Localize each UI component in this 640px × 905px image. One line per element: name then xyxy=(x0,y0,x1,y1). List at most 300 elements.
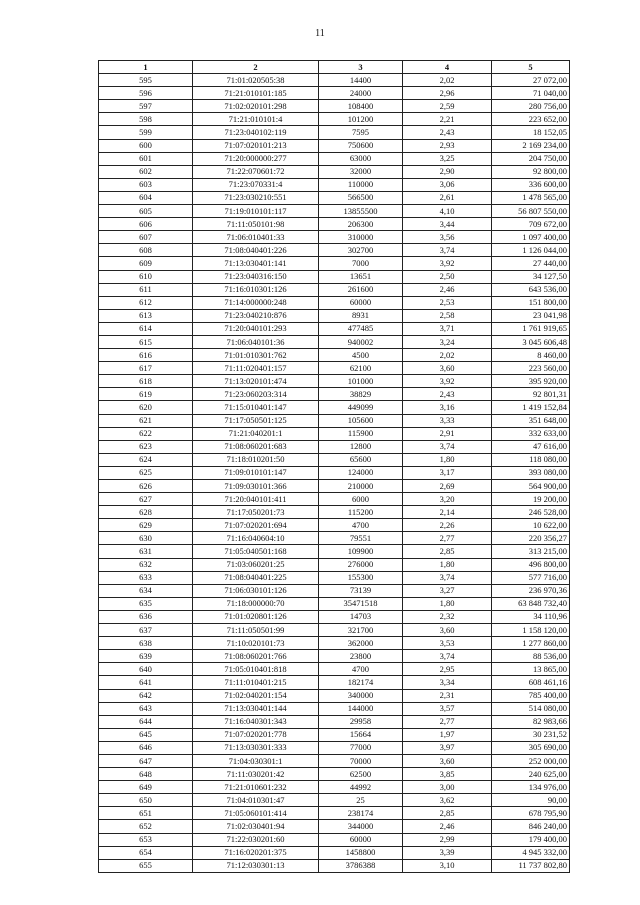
cell-col-4: 3,74 xyxy=(403,244,492,257)
cell-col-1: 617 xyxy=(99,362,193,375)
cell-col-1: 651 xyxy=(99,807,193,820)
cell-col-5: 608 461,16 xyxy=(492,676,570,689)
table-row xyxy=(99,480,570,493)
cell-col-4: 3,20 xyxy=(403,493,492,506)
table-row xyxy=(99,728,570,741)
table-row xyxy=(99,270,570,283)
cell-col-2: 71:23:030210:551 xyxy=(193,191,319,204)
table-header xyxy=(99,61,570,74)
cell-col-5: 63 848 732,40 xyxy=(492,597,570,610)
cell-col-3: 44992 xyxy=(319,781,403,794)
cell-col-5: 332 633,00 xyxy=(492,427,570,440)
table-row xyxy=(99,283,570,296)
cell-col-2: 71:11:050101:98 xyxy=(193,218,319,231)
table-row xyxy=(99,506,570,519)
cell-col-2: 71:06:010401:33 xyxy=(193,231,319,244)
table-row xyxy=(99,296,570,309)
cell-col-5: 11 737 802,80 xyxy=(492,859,570,872)
cell-col-2: 71:13:030401:141 xyxy=(193,257,319,270)
table-row xyxy=(99,257,570,270)
cell-col-1: 628 xyxy=(99,506,193,519)
cell-col-2: 71:02:030401:94 xyxy=(193,820,319,833)
cell-col-3: 25 xyxy=(319,794,403,807)
cell-col-5: 1 761 919,65 xyxy=(492,322,570,335)
cell-col-2: 71:20:040101:411 xyxy=(193,493,319,506)
cell-col-2: 71:05:060101:414 xyxy=(193,807,319,820)
cell-col-3: 115200 xyxy=(319,506,403,519)
cell-col-4: 1,80 xyxy=(403,558,492,571)
cell-col-3: 261600 xyxy=(319,283,403,296)
cell-col-2: 71:18:000000:70 xyxy=(193,597,319,610)
cell-col-4: 3,97 xyxy=(403,741,492,754)
cell-col-3: 15664 xyxy=(319,728,403,741)
cell-col-4: 3,57 xyxy=(403,702,492,715)
cell-col-1: 608 xyxy=(99,244,193,257)
cell-col-2: 71:05:010401:818 xyxy=(193,663,319,676)
cell-col-3: 750600 xyxy=(319,139,403,152)
cell-col-2: 71:11:050501:99 xyxy=(193,624,319,637)
cell-col-3: 32000 xyxy=(319,165,403,178)
cell-col-5: 18 152,05 xyxy=(492,126,570,139)
cell-col-5: 336 600,00 xyxy=(492,178,570,191)
cell-col-4: 3,17 xyxy=(403,466,492,479)
table-row xyxy=(99,87,570,100)
cell-col-5: 236 970,36 xyxy=(492,584,570,597)
cell-col-2: 71:17:050201:73 xyxy=(193,506,319,519)
table-row xyxy=(99,191,570,204)
cell-col-5: 27 072,00 xyxy=(492,74,570,87)
cell-col-3: 38829 xyxy=(319,388,403,401)
cell-col-2: 71:07:020201:694 xyxy=(193,519,319,532)
cell-col-3: 210000 xyxy=(319,480,403,493)
table-row xyxy=(99,846,570,859)
cell-col-3: 302700 xyxy=(319,244,403,257)
column-header-5: 5 xyxy=(492,61,570,74)
table-row xyxy=(99,231,570,244)
table-row xyxy=(99,178,570,191)
table-row xyxy=(99,349,570,362)
cell-col-4: 3,16 xyxy=(403,401,492,414)
table-row xyxy=(99,702,570,715)
cell-col-2: 71:01:020801:126 xyxy=(193,610,319,623)
cell-col-5: 1 478 565,00 xyxy=(492,191,570,204)
cell-col-2: 71:08:040401:225 xyxy=(193,571,319,584)
cell-col-5: 4 945 332,00 xyxy=(492,846,570,859)
cell-col-5: 280 756,00 xyxy=(492,100,570,113)
table-row xyxy=(99,466,570,479)
cell-col-1: 627 xyxy=(99,493,193,506)
cell-col-3: 14400 xyxy=(319,74,403,87)
cell-col-3: 310000 xyxy=(319,231,403,244)
cell-col-3: 238174 xyxy=(319,807,403,820)
cell-col-3: 24000 xyxy=(319,87,403,100)
cell-col-5: 846 240,00 xyxy=(492,820,570,833)
cell-col-5: 223 560,00 xyxy=(492,362,570,375)
cell-col-3: 29958 xyxy=(319,715,403,728)
cell-col-1: 625 xyxy=(99,466,193,479)
cell-col-1: 647 xyxy=(99,754,193,767)
cell-col-1: 596 xyxy=(99,87,193,100)
cell-col-2: 71:06:030101:126 xyxy=(193,584,319,597)
table-row xyxy=(99,754,570,767)
cell-col-5: 643 536,00 xyxy=(492,283,570,296)
cell-col-4: 3,92 xyxy=(403,257,492,270)
cell-col-3: 35471518 xyxy=(319,597,403,610)
cell-col-1: 648 xyxy=(99,768,193,781)
cell-col-2: 71:02:040201:154 xyxy=(193,689,319,702)
table-row xyxy=(99,820,570,833)
table-row xyxy=(99,794,570,807)
cell-col-4: 3,25 xyxy=(403,152,492,165)
cell-col-1: 629 xyxy=(99,519,193,532)
cell-col-3: 206300 xyxy=(319,218,403,231)
cell-col-1: 607 xyxy=(99,231,193,244)
cell-col-2: 71:12:030301:13 xyxy=(193,859,319,872)
cell-col-1: 601 xyxy=(99,152,193,165)
cell-col-2: 71:02:020101:298 xyxy=(193,100,319,113)
cell-col-1: 654 xyxy=(99,846,193,859)
cell-col-3: 62500 xyxy=(319,768,403,781)
cell-col-4: 2,85 xyxy=(403,545,492,558)
table-row xyxy=(99,768,570,781)
cell-col-1: 642 xyxy=(99,689,193,702)
cell-col-3: 7000 xyxy=(319,257,403,270)
cell-col-5: 34 127,50 xyxy=(492,270,570,283)
cell-col-3: 109900 xyxy=(319,545,403,558)
cell-col-2: 71:08:060201:766 xyxy=(193,650,319,663)
cell-col-2: 71:09:010101:147 xyxy=(193,466,319,479)
cell-col-5: 34 110,96 xyxy=(492,610,570,623)
cell-col-2: 71:23:040210:876 xyxy=(193,309,319,322)
cell-col-5: 393 080,00 xyxy=(492,466,570,479)
cell-col-2: 71:13:030301:333 xyxy=(193,741,319,754)
table-row xyxy=(99,152,570,165)
cell-col-3: 4700 xyxy=(319,663,403,676)
cell-col-2: 71:11:020401:157 xyxy=(193,362,319,375)
cell-col-2: 71:21:040201:1 xyxy=(193,427,319,440)
cell-col-1: 595 xyxy=(99,74,193,87)
cell-col-5: 92 801,31 xyxy=(492,388,570,401)
cell-col-1: 638 xyxy=(99,637,193,650)
cell-col-4: 1,80 xyxy=(403,597,492,610)
cell-col-3: 124000 xyxy=(319,466,403,479)
cell-col-4: 3,44 xyxy=(403,218,492,231)
cell-col-1: 606 xyxy=(99,218,193,231)
table-row xyxy=(99,335,570,348)
cell-col-4: 2,99 xyxy=(403,833,492,846)
cell-col-2: 71:21:010101:4 xyxy=(193,113,319,126)
table-row xyxy=(99,440,570,453)
cell-col-5: 240 625,00 xyxy=(492,768,570,781)
cell-col-2: 71:04:010301:47 xyxy=(193,794,319,807)
cell-col-1: 649 xyxy=(99,781,193,794)
cell-col-4: 3,53 xyxy=(403,637,492,650)
cell-col-2: 71:11:030201:42 xyxy=(193,768,319,781)
cell-col-4: 2,32 xyxy=(403,610,492,623)
cell-col-1: 603 xyxy=(99,178,193,191)
cell-col-1: 600 xyxy=(99,139,193,152)
cell-col-4: 1,80 xyxy=(403,453,492,466)
cell-col-4: 3,62 xyxy=(403,794,492,807)
cell-col-4: 2,21 xyxy=(403,113,492,126)
cell-col-2: 71:08:040401:226 xyxy=(193,244,319,257)
cell-col-1: 597 xyxy=(99,100,193,113)
cell-col-3: 101000 xyxy=(319,375,403,388)
cell-col-2: 71:16:020201:375 xyxy=(193,846,319,859)
cell-col-5: 10 622,00 xyxy=(492,519,570,532)
table-row xyxy=(99,100,570,113)
cell-col-5: 92 800,00 xyxy=(492,165,570,178)
cell-col-4: 3,56 xyxy=(403,231,492,244)
cell-col-4: 3,27 xyxy=(403,584,492,597)
cell-col-2: 71:15:010401:147 xyxy=(193,401,319,414)
cell-col-5: 151 800,00 xyxy=(492,296,570,309)
cell-col-5: 351 648,00 xyxy=(492,414,570,427)
table-row xyxy=(99,715,570,728)
cell-col-1: 655 xyxy=(99,859,193,872)
cell-col-5: 678 795,90 xyxy=(492,807,570,820)
cell-col-3: 6000 xyxy=(319,493,403,506)
cell-col-1: 632 xyxy=(99,558,193,571)
table-row xyxy=(99,205,570,218)
cell-col-4: 3,34 xyxy=(403,676,492,689)
table-row xyxy=(99,597,570,610)
cell-col-3: 4700 xyxy=(319,519,403,532)
cell-col-4: 3,00 xyxy=(403,781,492,794)
cell-col-2: 71:20:040101:293 xyxy=(193,322,319,335)
cell-col-1: 619 xyxy=(99,388,193,401)
cell-col-5: 118 080,00 xyxy=(492,453,570,466)
cell-col-2: 71:20:000000:277 xyxy=(193,152,319,165)
cell-col-2: 71:16:040604:10 xyxy=(193,532,319,545)
cell-col-4: 2,91 xyxy=(403,427,492,440)
cell-col-4: 3,10 xyxy=(403,859,492,872)
cell-col-4: 2,46 xyxy=(403,283,492,296)
cell-col-4: 3,60 xyxy=(403,754,492,767)
cell-col-4: 3,39 xyxy=(403,846,492,859)
cell-col-3: 73139 xyxy=(319,584,403,597)
cell-col-4: 2,59 xyxy=(403,100,492,113)
table-row xyxy=(99,218,570,231)
cell-col-2: 71:19:010101:117 xyxy=(193,205,319,218)
cell-col-1: 623 xyxy=(99,440,193,453)
cell-col-4: 2,46 xyxy=(403,820,492,833)
cell-col-4: 2,43 xyxy=(403,126,492,139)
cell-col-1: 605 xyxy=(99,205,193,218)
cell-col-2: 71:16:040301:343 xyxy=(193,715,319,728)
cell-col-1: 624 xyxy=(99,453,193,466)
cell-col-2: 71:14:000000:248 xyxy=(193,296,319,309)
cell-col-2: 71:22:070601:72 xyxy=(193,165,319,178)
cell-col-1: 615 xyxy=(99,335,193,348)
cell-col-4: 3,74 xyxy=(403,650,492,663)
cell-col-1: 643 xyxy=(99,702,193,715)
cell-col-4: 2,26 xyxy=(403,519,492,532)
cell-col-3: 449099 xyxy=(319,401,403,414)
cell-col-5: 246 528,00 xyxy=(492,506,570,519)
cell-col-3: 60000 xyxy=(319,833,403,846)
cell-col-3: 105600 xyxy=(319,414,403,427)
cell-col-2: 71:18:010201:50 xyxy=(193,453,319,466)
cell-col-3: 110000 xyxy=(319,178,403,191)
cell-col-4: 3,33 xyxy=(403,414,492,427)
cell-col-1: 637 xyxy=(99,624,193,637)
cell-col-4: 2,77 xyxy=(403,532,492,545)
table-row xyxy=(99,375,570,388)
table-row xyxy=(99,322,570,335)
cell-col-5: 179 400,00 xyxy=(492,833,570,846)
cell-col-5: 577 716,00 xyxy=(492,571,570,584)
cell-col-5: 785 400,00 xyxy=(492,689,570,702)
cell-col-3: 4500 xyxy=(319,349,403,362)
cell-col-3: 63000 xyxy=(319,152,403,165)
table-row xyxy=(99,676,570,689)
cell-col-3: 144000 xyxy=(319,702,403,715)
cell-col-3: 155300 xyxy=(319,571,403,584)
cell-col-5: 1 419 152,84 xyxy=(492,401,570,414)
cell-col-3: 60000 xyxy=(319,296,403,309)
table-row xyxy=(99,859,570,872)
cell-col-4: 2,14 xyxy=(403,506,492,519)
cell-col-1: 621 xyxy=(99,414,193,427)
cell-col-1: 631 xyxy=(99,545,193,558)
cell-col-1: 620 xyxy=(99,401,193,414)
cell-col-3: 3786388 xyxy=(319,859,403,872)
cell-col-3: 62100 xyxy=(319,362,403,375)
cell-col-2: 71:23:040102:119 xyxy=(193,126,319,139)
cell-col-4: 3,74 xyxy=(403,440,492,453)
cell-col-5: 1 277 860,00 xyxy=(492,637,570,650)
cell-col-3: 77000 xyxy=(319,741,403,754)
cell-col-4: 3,85 xyxy=(403,768,492,781)
cell-col-1: 626 xyxy=(99,480,193,493)
cell-col-3: 115900 xyxy=(319,427,403,440)
table-row xyxy=(99,689,570,702)
cell-col-2: 71:04:030301:1 xyxy=(193,754,319,767)
cell-col-2: 71:16:010301:126 xyxy=(193,283,319,296)
cell-col-5: 514 080,00 xyxy=(492,702,570,715)
cell-col-5: 1 158 120,00 xyxy=(492,624,570,637)
table-row xyxy=(99,165,570,178)
table-row xyxy=(99,139,570,152)
cell-col-1: 640 xyxy=(99,663,193,676)
table-body xyxy=(99,74,570,873)
cell-col-4: 3,60 xyxy=(403,362,492,375)
cell-col-2: 71:09:030101:366 xyxy=(193,480,319,493)
table-row xyxy=(99,545,570,558)
cell-col-4: 2,02 xyxy=(403,349,492,362)
table-row xyxy=(99,610,570,623)
cell-col-4: 2,77 xyxy=(403,715,492,728)
cell-col-3: 321700 xyxy=(319,624,403,637)
registry-table xyxy=(98,60,570,873)
cell-col-5: 88 536,00 xyxy=(492,650,570,663)
cell-col-5: 3 045 606,48 xyxy=(492,335,570,348)
cell-col-3: 108400 xyxy=(319,100,403,113)
cell-col-2: 71:07:020101:213 xyxy=(193,139,319,152)
table-row xyxy=(99,650,570,663)
cell-col-3: 101200 xyxy=(319,113,403,126)
table-row xyxy=(99,584,570,597)
cell-col-5: 252 000,00 xyxy=(492,754,570,767)
table-row xyxy=(99,807,570,820)
cell-col-5: 220 356,27 xyxy=(492,532,570,545)
cell-col-5: 27 440,00 xyxy=(492,257,570,270)
cell-col-3: 344000 xyxy=(319,820,403,833)
cell-col-5: 8 460,00 xyxy=(492,349,570,362)
cell-col-1: 636 xyxy=(99,610,193,623)
cell-col-2: 71:21:010601:232 xyxy=(193,781,319,794)
page-number: 11 xyxy=(315,28,325,39)
cell-col-1: 616 xyxy=(99,349,193,362)
cell-col-1: 641 xyxy=(99,676,193,689)
cell-col-4: 2,53 xyxy=(403,296,492,309)
cell-col-5: 564 900,00 xyxy=(492,480,570,493)
cell-col-1: 634 xyxy=(99,584,193,597)
table-row xyxy=(99,453,570,466)
cell-col-2: 71:23:070331:4 xyxy=(193,178,319,191)
cell-col-1: 610 xyxy=(99,270,193,283)
cell-col-4: 3,06 xyxy=(403,178,492,191)
table-row xyxy=(99,414,570,427)
cell-col-5: 134 976,00 xyxy=(492,781,570,794)
cell-col-4: 2,85 xyxy=(403,807,492,820)
cell-col-2: 71:01:010301:762 xyxy=(193,349,319,362)
table-row xyxy=(99,388,570,401)
cell-col-4: 2,90 xyxy=(403,165,492,178)
table-row xyxy=(99,571,570,584)
cell-col-5: 90,00 xyxy=(492,794,570,807)
cell-col-1: 633 xyxy=(99,571,193,584)
table-row xyxy=(99,126,570,139)
cell-col-5: 19 200,00 xyxy=(492,493,570,506)
table-row xyxy=(99,558,570,571)
cell-col-5: 1 097 400,00 xyxy=(492,231,570,244)
cell-col-3: 79551 xyxy=(319,532,403,545)
cell-col-3: 340000 xyxy=(319,689,403,702)
cell-col-3: 566500 xyxy=(319,191,403,204)
cell-col-3: 23800 xyxy=(319,650,403,663)
cell-col-3: 13855500 xyxy=(319,205,403,218)
cell-col-2: 71:11:010401:215 xyxy=(193,676,319,689)
cell-col-1: 612 xyxy=(99,296,193,309)
cell-col-3: 12800 xyxy=(319,440,403,453)
cell-col-5: 30 231,52 xyxy=(492,728,570,741)
cell-col-3: 182174 xyxy=(319,676,403,689)
table-row xyxy=(99,113,570,126)
cell-col-4: 2,50 xyxy=(403,270,492,283)
cell-col-3: 14703 xyxy=(319,610,403,623)
cell-col-5: 496 800,00 xyxy=(492,558,570,571)
cell-col-4: 3,60 xyxy=(403,624,492,637)
cell-col-1: 604 xyxy=(99,191,193,204)
cell-col-2: 71:10:020101:73 xyxy=(193,637,319,650)
table-row xyxy=(99,74,570,87)
cell-col-2: 71:01:020505:38 xyxy=(193,74,319,87)
cell-col-5: 2 169 234,00 xyxy=(492,139,570,152)
cell-col-4: 3,24 xyxy=(403,335,492,348)
cell-col-4: 2,69 xyxy=(403,480,492,493)
cell-col-5: 23 041,98 xyxy=(492,309,570,322)
cell-col-4: 2,93 xyxy=(403,139,492,152)
table-row xyxy=(99,833,570,846)
table-row xyxy=(99,362,570,375)
cell-col-4: 2,31 xyxy=(403,689,492,702)
table-row xyxy=(99,663,570,676)
cell-col-1: 646 xyxy=(99,741,193,754)
cell-col-1: 653 xyxy=(99,833,193,846)
cell-col-1: 635 xyxy=(99,597,193,610)
